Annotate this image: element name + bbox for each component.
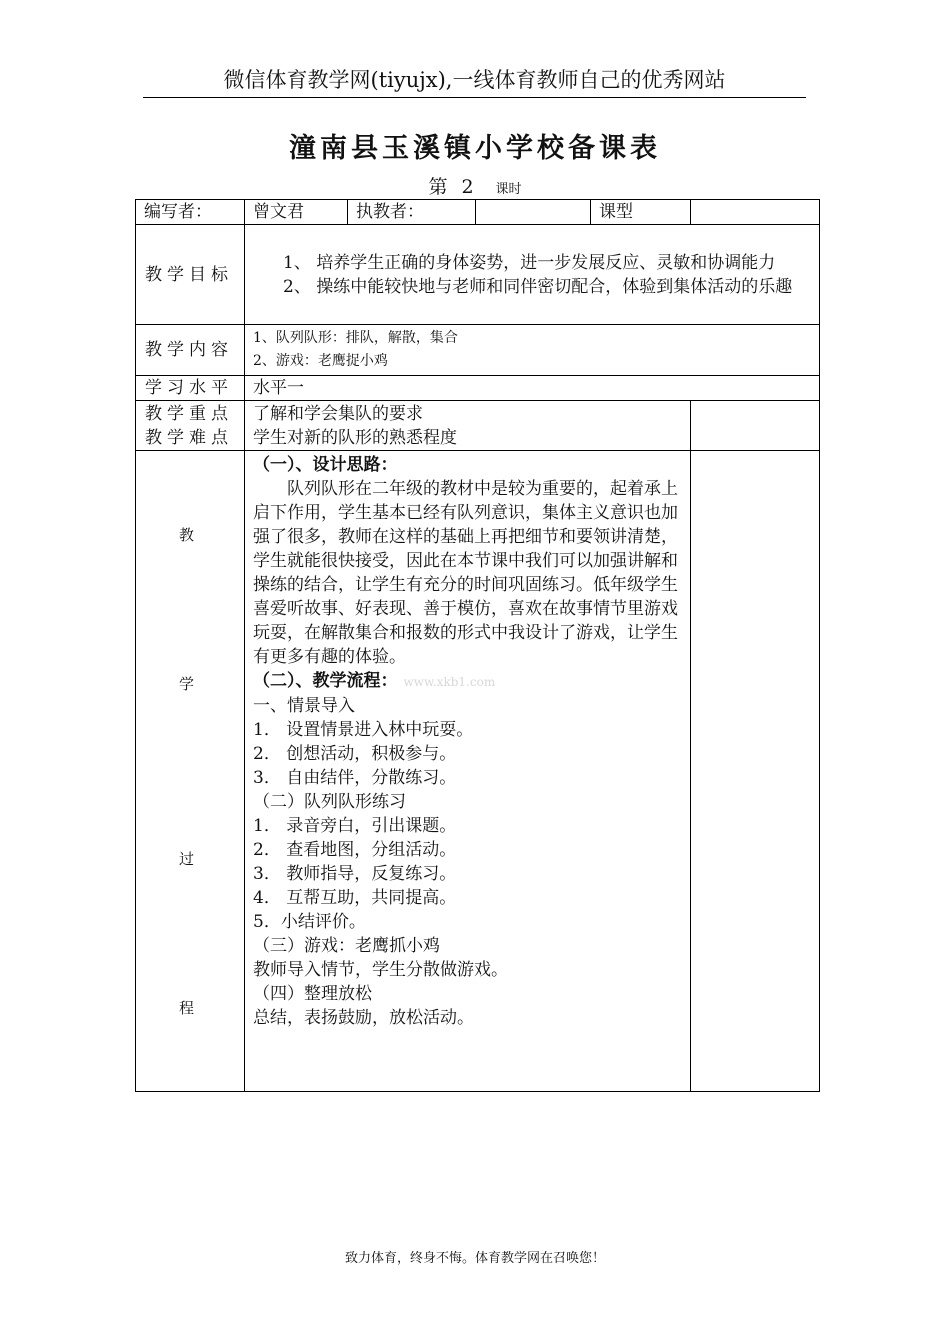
key-labels-cell (136, 401, 245, 451)
flow-line: 1． 录音旁白，引出课题。 (253, 816, 457, 836)
objective-item: 1、 培养学生正确的身体姿势，进一步发展反应、灵敏和协调能力 (283, 252, 776, 273)
teacher-label: 执教者： (348, 200, 476, 225)
content-row (136, 325, 820, 376)
page-header: 微信体育教学网(tiyujx),一线体育教师自己的优秀网站 (143, 64, 806, 98)
flow-line: （四）整理放松 (253, 984, 372, 1004)
difficulties-value: 学生对新的队形的熟悉程度 (253, 427, 457, 448)
flow-line: 3． 教师指导，反复练习。 (253, 864, 457, 884)
level-value: 水平一 (245, 376, 820, 401)
process-content-cell (245, 451, 691, 1092)
flow-line: 3． 自由结伴，分散练习。 (253, 768, 457, 788)
objective-item: 2、 操练中能较快地与老师和同伴密切配合，体验到集体活动的乐趣 (283, 276, 793, 297)
process-label-char: 程 (179, 999, 195, 1017)
flow-line: 2． 创想活动，积极参与。 (253, 744, 457, 764)
flow-line: 4． 互帮互助，共同提高。 (253, 888, 457, 908)
lesson-plan-table (135, 199, 820, 1092)
process-label-char: 过 (179, 850, 195, 868)
flow-line: 1． 设置情景进入林中玩耍。 (253, 720, 474, 740)
period-number: 2 (461, 176, 474, 198)
author-value: 曾文君 (245, 200, 348, 225)
content-cell (245, 325, 820, 376)
objectives-label: 教学目标 (136, 225, 245, 325)
process-label-char: 学 (179, 675, 195, 693)
watermark: www.xkb1.com (403, 675, 496, 689)
type-label: 课型 (591, 200, 691, 225)
process-label-cell (136, 451, 245, 1092)
flow-line: （二）队列队形练习 (253, 792, 406, 812)
process-notes-cell (691, 451, 820, 1092)
key-notes-cell (691, 401, 820, 451)
flow-line: 总结，表扬鼓励，放松活动。 (253, 1008, 474, 1028)
page-footer: 致力体育，终身不悔。体育教学网在召唤您！ (344, 1251, 605, 1266)
flow-line: 教师导入情节，学生分散做游戏。 (253, 960, 508, 980)
flow-line: （三）游戏：老鹰抓小鸡 (253, 936, 440, 956)
flow-line: 2． 查看地图，分组活动。 (253, 840, 457, 860)
key-points-value: 了解和学会集队的要求 (253, 403, 423, 424)
period-prefix: 第 (428, 176, 448, 198)
document-title: 潼南县玉溪镇小学校备课表 (289, 133, 661, 164)
difficulties-label: 教学难点 (145, 427, 233, 448)
objectives-cell (245, 225, 820, 325)
content-label: 教学内容 (136, 325, 245, 376)
level-row (136, 376, 820, 401)
content-line: 2、游戏：老鹰捉小鸡 (253, 353, 388, 369)
type-value (691, 200, 820, 225)
flow-heading: （二）、教学流程： (253, 671, 398, 691)
flow-line: 5．小结评价。 (253, 912, 366, 932)
design-text: 队列队形在二年级的教材中是较为重要的，起着承上启下作用，学生基本已经有队列意识，集体主义意识也加强了很多，教师在这样的基础上再把细节和要领讲清楚，学生就能很快接受，因此在本节课中我们可以加强讲解和操练的结合，让学生有充分的时间巩固练习。低年级学生喜爱听故事、好表现、善于模仿，喜欢在故事情节里游戏玩耍，在解散集合和报数的形式中我设计了游戏，让学生有更多有趣的体验。 (253, 479, 678, 667)
process-row (136, 451, 820, 1092)
period-unit: 课时 (495, 182, 522, 197)
author-label: 编写者： (136, 200, 245, 225)
process-label-char: 教 (179, 526, 195, 544)
key-points-label: 教学重点 (145, 403, 233, 424)
flow-line: 一、情景导入 (253, 696, 355, 716)
key-points-row (136, 401, 820, 451)
key-values-cell (245, 401, 691, 451)
level-label: 学习水平 (136, 376, 245, 401)
teacher-value (476, 200, 591, 225)
design-heading: （一）、设计思路： (253, 455, 398, 475)
info-row (136, 200, 820, 225)
content-line: 1、队列队形：排队，解散，集合 (253, 330, 458, 346)
objectives-row (136, 225, 820, 325)
lesson-period (0, 175, 950, 202)
